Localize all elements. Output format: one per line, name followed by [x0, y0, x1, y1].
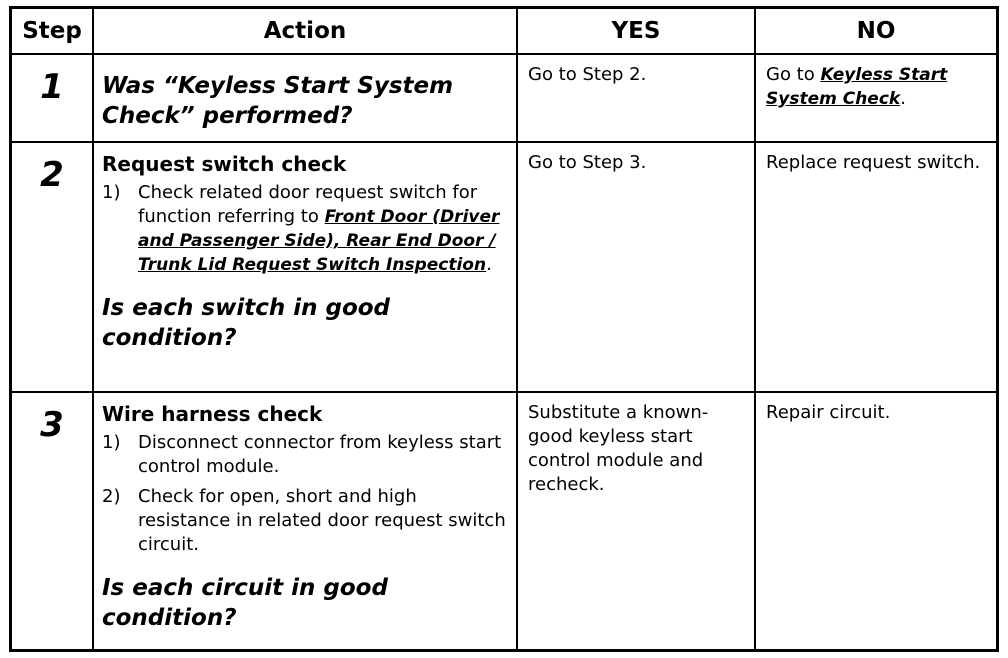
no-cell: Replace request switch.	[755, 142, 996, 392]
list-item-body: Check related door request switch for function referring to	[138, 182, 478, 227]
no-cell: Repair circuit.	[755, 392, 996, 649]
inspection-reference-link[interactable]: Front Door (Driver and Passenger Side), Rear End Door / Trunk Lid Request Switch Inspection	[138, 207, 500, 275]
list-item-number: 2)	[102, 486, 121, 507]
list-item-text: Check for open, short and high resistance in related door request switch circuit.	[138, 486, 506, 555]
list-item	[102, 485, 506, 557]
question-text	[102, 63, 506, 131]
yes-cell: Go to Step 2.	[517, 54, 755, 142]
yes-cell: Substitute a known-good keyless start control module and recheck.	[517, 392, 755, 649]
header-yes: YES	[517, 9, 755, 54]
header-row	[12, 9, 996, 54]
list-item	[102, 431, 506, 479]
list-item-number: 1)	[102, 182, 121, 203]
table-row-step-1	[12, 54, 996, 142]
diagnostic-table-frame	[9, 6, 999, 652]
header-step: Step	[12, 9, 93, 54]
check-title: Request switch check	[102, 152, 347, 176]
action-cell	[93, 54, 517, 142]
question-line: Check” performed?	[102, 103, 353, 129]
list-item-text	[138, 181, 506, 277]
table-row-step-3	[12, 392, 996, 649]
no-cell	[755, 54, 996, 142]
diagnostic-table	[12, 9, 996, 649]
list-item-text: Disconnect connector from keyless start control module.	[138, 432, 502, 477]
action-cell	[93, 392, 517, 649]
step-number: 2	[12, 142, 93, 392]
list-item	[102, 181, 506, 277]
header-action: Action	[93, 9, 517, 54]
list-item-number: 1)	[102, 432, 121, 453]
header-no: NO	[755, 9, 996, 54]
no-text-prefix: Go to	[766, 64, 821, 85]
question-text: Is each switch in good condition?	[102, 295, 391, 351]
step-number: 3	[12, 392, 93, 649]
no-text-suffix: .	[900, 88, 906, 109]
yes-cell: Go to Step 3.	[517, 142, 755, 392]
keyless-start-system-check-link[interactable]: Keyless Start System Check	[766, 65, 948, 109]
check-title: Wire harness check	[102, 402, 323, 426]
table-row-step-2	[12, 142, 996, 392]
step-number: 1	[12, 54, 93, 142]
list-item-suffix: .	[486, 254, 492, 275]
question-line: Was “Keyless Start System	[102, 73, 454, 99]
action-cell	[93, 142, 517, 392]
question-text: Is each circuit in good condition?	[102, 575, 388, 631]
